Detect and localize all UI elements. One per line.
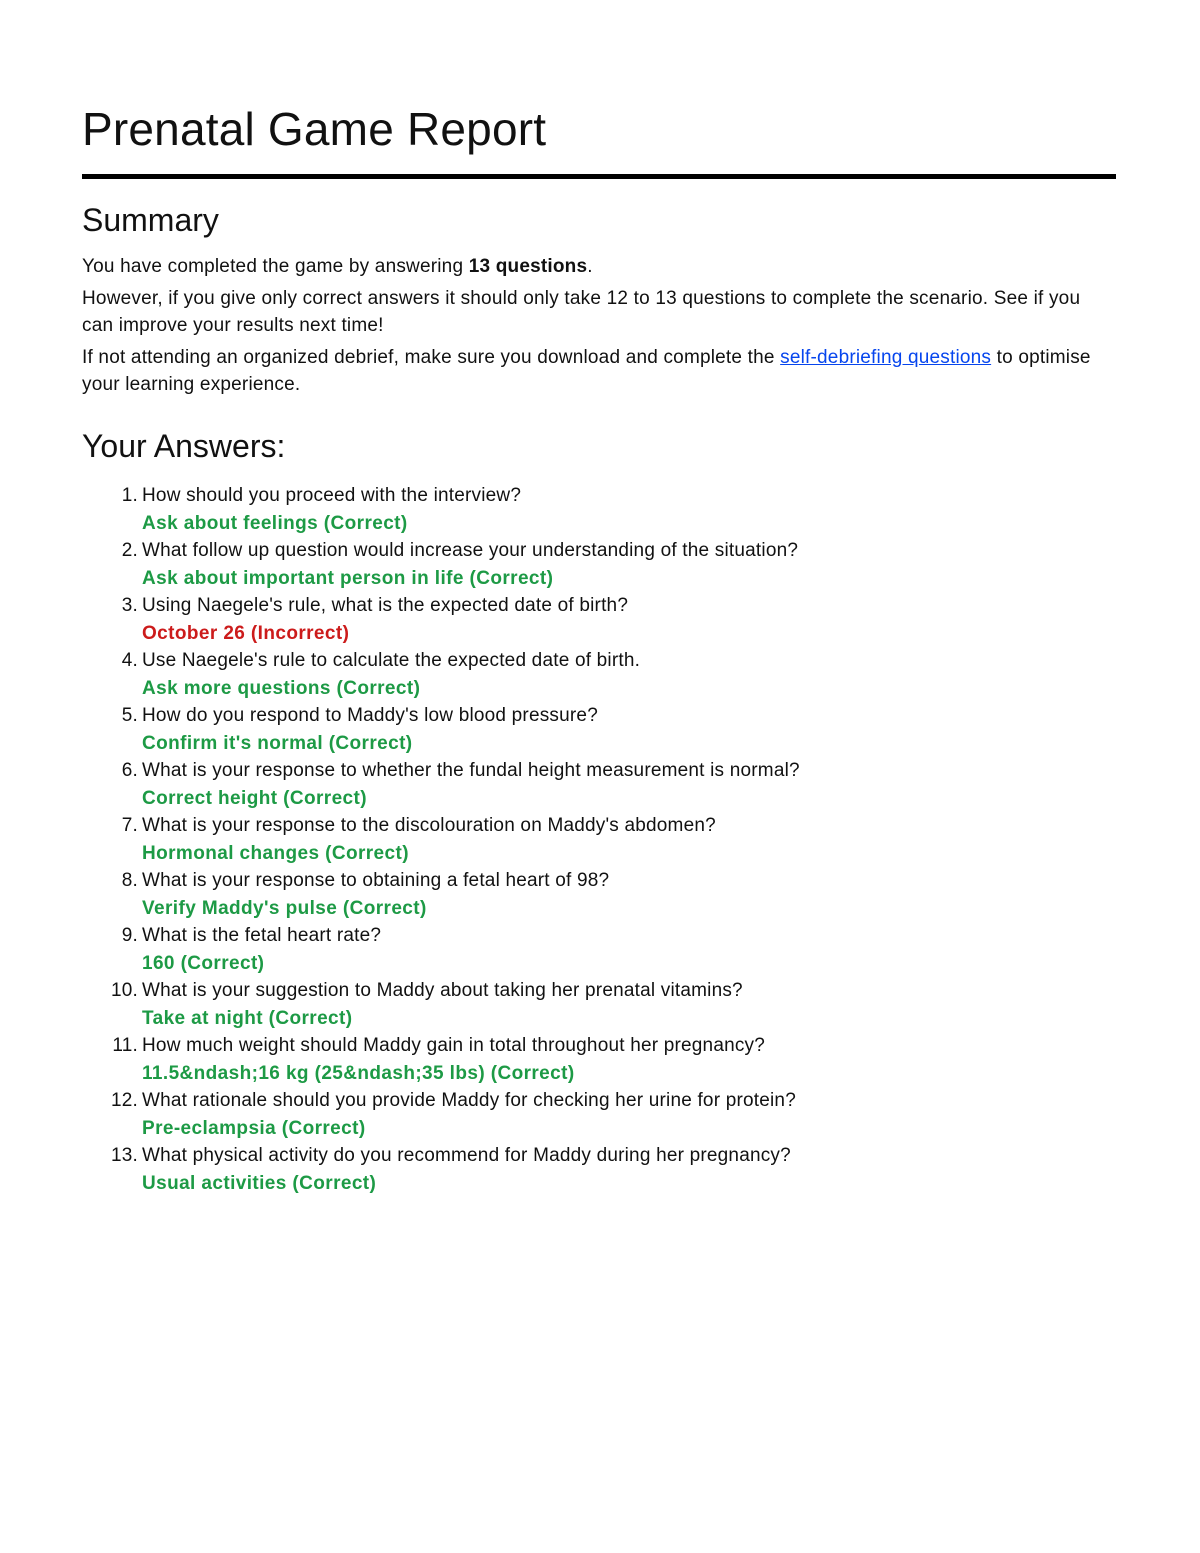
- answer-number: 4.: [121, 650, 138, 671]
- answer-correct: Pre-eclampsia (Correct): [142, 1117, 366, 1139]
- answer-correct: Ask about feelings (Correct): [142, 512, 408, 534]
- answer-correct: Usual activities (Correct): [142, 1172, 377, 1194]
- answer-number: 13.: [110, 1145, 138, 1166]
- answer-correct: Correct height (Correct): [142, 787, 367, 809]
- answer-number: 8.: [121, 870, 138, 891]
- question-text: What is your response to whether the fundal height measurement is normal?: [142, 760, 800, 781]
- self-debriefing-link[interactable]: self-debriefing questions: [780, 347, 992, 368]
- question-text: Using Naegele's rule, what is the expected date of birth?: [142, 595, 629, 616]
- answer-incorrect: October 26 (Incorrect): [142, 622, 350, 644]
- question-text: What is your response to the discolouration on Maddy's abdomen?: [142, 815, 716, 836]
- question-count: 13 questions: [468, 256, 588, 277]
- question-text: What physical activity do you recommend for Maddy during her pregnancy?: [142, 1145, 791, 1166]
- answers-list: [82, 482, 1116, 1197]
- answer-correct: Ask about important person in life (Correct): [142, 567, 554, 589]
- answers-heading: Your Answers:: [82, 428, 286, 464]
- answer-number: 7.: [121, 815, 138, 836]
- answer-item: [82, 1087, 1116, 1142]
- answer-number: 2.: [121, 540, 138, 561]
- summary-text-prefix: You have completed the game by answering: [82, 256, 469, 277]
- question-text: What rationale should you provide Maddy for checking her urine for protein?: [142, 1090, 796, 1111]
- answer-correct: Ask more questions (Correct): [142, 677, 421, 699]
- answer-number: 1.: [121, 485, 138, 506]
- answer-correct: Take at night (Correct): [142, 1007, 353, 1029]
- question-text: What is your suggestion to Maddy about taking her prenatal vitamins?: [142, 980, 743, 1001]
- answer-item: [82, 537, 1116, 592]
- answer-item: [82, 482, 1116, 537]
- answer-correct: Confirm it's normal (Correct): [142, 732, 413, 754]
- debrief-text-prefix: If not attending an organized debrief, make sure you download and complete the: [82, 347, 781, 368]
- answer-number: 10.: [110, 980, 138, 1001]
- answer-correct: 11.5&ndash;16 kg (25&ndash;35 lbs) (Correct): [142, 1062, 575, 1084]
- summary-improvement-text: However, if you give only correct answers it should only take 12 to 13 questions to complete the scenario. See if you can improve your results next time!: [82, 288, 1081, 336]
- summary-heading: Summary: [82, 202, 219, 238]
- report-page: [82, 96, 1116, 1197]
- answer-number: 9.: [121, 925, 138, 946]
- answer-number: 11.: [112, 1035, 138, 1056]
- answer-item: [82, 1142, 1116, 1197]
- answer-item: [82, 867, 1116, 922]
- question-text: How much weight should Maddy gain in total throughout her pregnancy?: [142, 1035, 766, 1056]
- answer-number: 3.: [121, 595, 138, 616]
- question-text: How do you respond to Maddy's low blood pressure?: [142, 705, 598, 726]
- summary-completion-text: [82, 253, 1116, 280]
- answer-item: [82, 812, 1116, 867]
- question-text: Use Naegele's rule to calculate the expected date of birth.: [142, 650, 641, 671]
- answer-correct: Hormonal changes (Correct): [142, 842, 409, 864]
- answer-correct: Verify Maddy's pulse (Correct): [142, 897, 427, 919]
- summary-text-suffix: .: [587, 256, 593, 277]
- answer-number: 5.: [121, 705, 138, 726]
- answer-number: 12.: [110, 1090, 138, 1111]
- answer-item: [82, 647, 1116, 702]
- answer-item: [82, 977, 1116, 1032]
- answer-item: [82, 702, 1116, 757]
- title-divider: [82, 174, 1116, 179]
- answer-number: 6.: [121, 760, 138, 781]
- question-text: How should you proceed with the interview?: [142, 485, 522, 506]
- question-text: What is your response to obtaining a fetal heart of 98?: [142, 870, 610, 891]
- answer-item: [82, 922, 1116, 977]
- answer-correct: 160 (Correct): [142, 952, 265, 974]
- question-text: What is the fetal heart rate?: [142, 925, 382, 946]
- page-title: Prenatal Game Report: [82, 103, 547, 155]
- question-text: What follow up question would increase your understanding of the situation?: [142, 540, 799, 561]
- debrief-text-suffix: to optimise your learning experience.: [82, 347, 1091, 395]
- answer-item: [82, 592, 1116, 647]
- answer-item: [82, 1032, 1116, 1087]
- answer-item: [82, 757, 1116, 812]
- summary-debrief-text: [82, 344, 1116, 398]
